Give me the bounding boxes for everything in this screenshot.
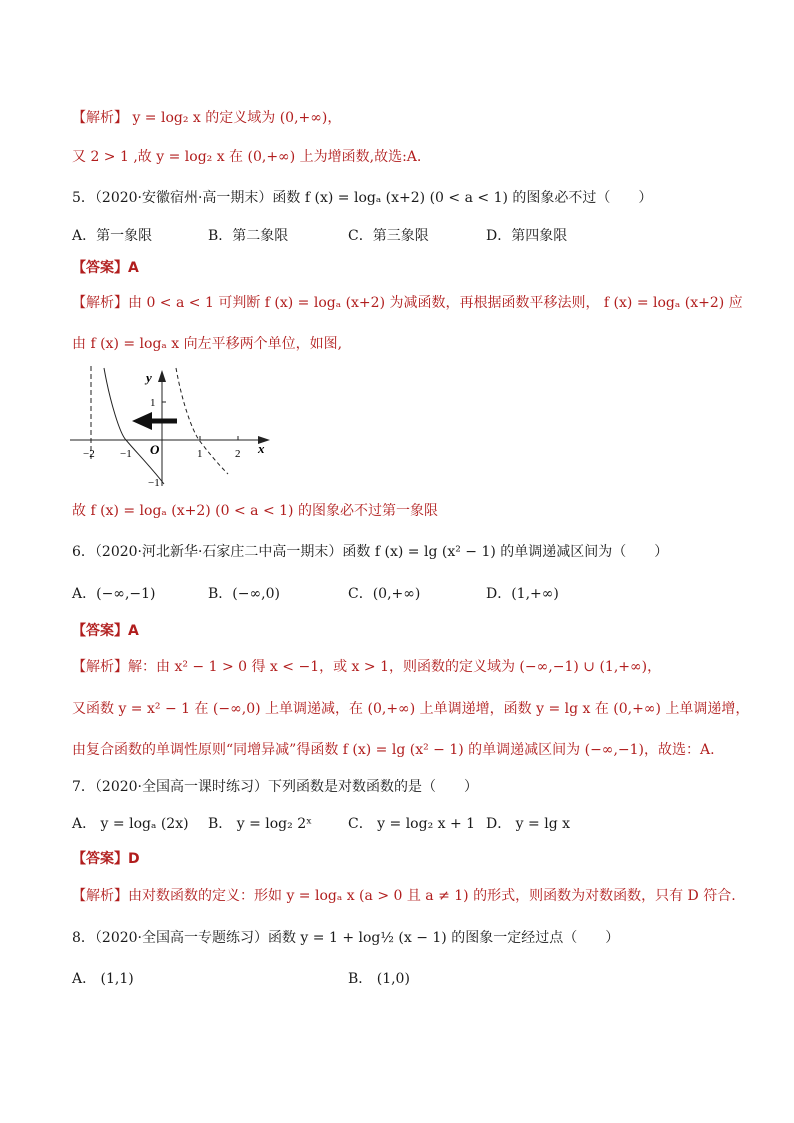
explanation-5-line-2: 由 f (x) = logₐ x 向左平移两个单位，如图, <box>72 336 343 352</box>
tick-label-2: 2 <box>235 448 241 460</box>
explanation-7: 【解析】由对数函数的定义：形如 y = logₐ x (a > 0 且 a ≠ 1) 的形式，则函数为对数函数，只有 D 符合. <box>72 888 736 904</box>
option-a: A． y = logₐ (2x) <box>72 816 189 832</box>
x-axis-label: x <box>258 441 265 456</box>
shift-left-arrow-icon <box>132 412 152 430</box>
y-axis-label: y <box>146 370 152 385</box>
question-6: 6．（2020·河北新华·石家庄二中高一期末）函数 f (x) = lg (x² − 1) 的单调递减区间为（ ） <box>72 544 669 560</box>
explanation-5-line-1: 【解析】由 0 < a < 1 可判断 f (x) = logₐ (x+2) 为减函数，再根据函数平移法则， f (x) = logₐ (x+2) 应 <box>72 295 743 311</box>
option-d: D．第四象限 <box>486 228 568 244</box>
question-5: 5．（2020·安徽宿州·高一期末）函数 f (x) = logₐ (x+2) (0 < a < 1) 的图象必不过（ ） <box>72 190 653 206</box>
explanation-6-line-2: 又函数 y = x² − 1 在 (−∞,0) 上单调递减，在 (0,+∞) 上单调递增，函数 y = lg x 在 (0,+∞) 上单调递增， <box>72 701 750 717</box>
tick-label-neg1: −1 <box>120 448 132 460</box>
question-7: 7．（2020·全国高一课时练习）下列函数是对数函数的是（ ） <box>72 779 478 795</box>
option-d: D． y = lg x <box>486 816 570 832</box>
answer-5: 【答案】A <box>72 260 139 276</box>
option-b: B． y = log₂ 2ˣ <box>208 816 313 832</box>
question-7-options <box>72 814 672 834</box>
origin-label: O <box>150 442 160 457</box>
answer-6: 【答案】A <box>72 623 139 639</box>
explanation-6-line-1: 【解析】解：由 x² − 1 > 0 得 x < −1，或 x > 1，则函数的定义域为 (−∞,−1) ∪ (1,+∞)， <box>72 659 662 675</box>
option-a: A． (1,1) <box>72 971 134 987</box>
question-8: 8．（2020·全国高一专题练习）函数 y = 1 + log½ (x − 1) 的图象一定经过点（ ） <box>72 930 620 946</box>
y-axis-arrow-icon <box>158 370 166 382</box>
option-c: C．(0,+∞) <box>348 586 421 602</box>
option-a: A．第一象限 <box>72 228 153 244</box>
tick-label-y1: 1 <box>150 397 156 409</box>
option-a: A．(−∞,−1) <box>72 586 156 602</box>
question-6-options <box>72 584 672 604</box>
explanation-line-2: 又 2 > 1 ,故 y = log₂ x 在 (0,+∞) 上为增函数,故选:A. <box>72 149 422 165</box>
explanation-5-line-3: 故 f (x) = logₐ (x+2) (0 < a < 1) 的图象必不过第一象限 <box>72 503 438 519</box>
log-function-graph <box>70 362 280 492</box>
option-c: C． y = log₂ x + 1 <box>348 816 476 832</box>
explanation-6-line-3: 由复合函数的单调性原则“同增异减”得函数 f (x) = lg (x² − 1) 的单调递减区间为 (−∞,−1)，故选：A. <box>72 742 715 758</box>
option-b: B．(−∞,0) <box>208 586 280 602</box>
question-8-options <box>72 969 672 989</box>
option-b: B．第二象限 <box>208 228 289 244</box>
tick-label-y-neg1: −1 <box>148 477 160 489</box>
option-b: B． (1,0) <box>348 971 410 987</box>
option-d: D．(1,+∞) <box>486 586 559 602</box>
tick-label-1: 1 <box>197 448 203 460</box>
option-c: C．第三象限 <box>348 228 429 244</box>
tick-label-neg2: −2 <box>83 448 95 460</box>
answer-7: 【答案】D <box>72 851 140 867</box>
question-5-options <box>72 226 672 246</box>
explanation-line-1: 【解析】 y = log₂ x 的定义域为 (0,+∞)， <box>72 110 342 126</box>
